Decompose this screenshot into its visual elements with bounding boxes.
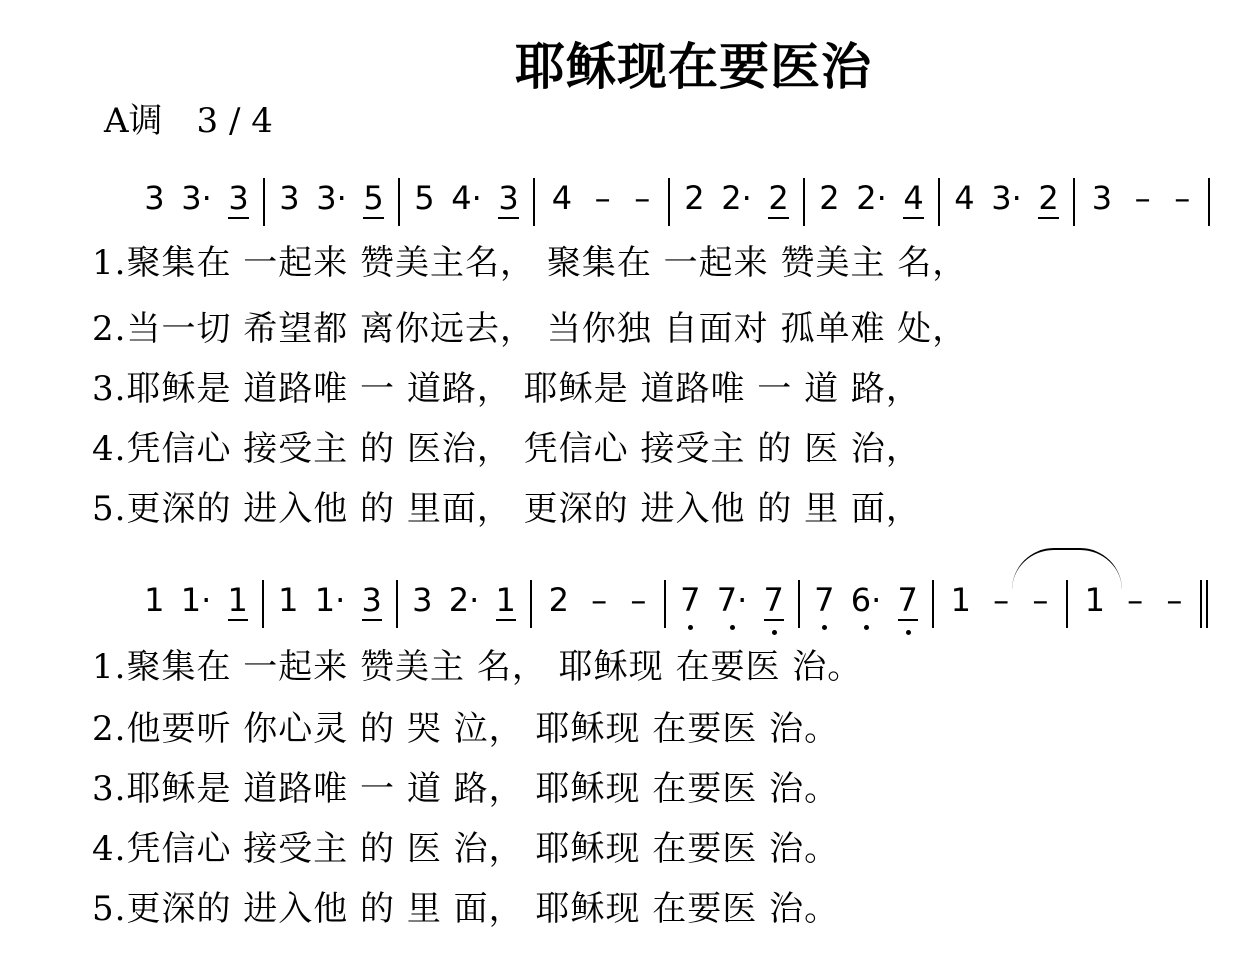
note: 2· xyxy=(448,581,480,619)
measure xyxy=(934,580,1066,634)
note: 1 xyxy=(278,581,299,619)
key-and-time-signature: A调 3 / 4 xyxy=(104,101,273,141)
dash-extension: – xyxy=(594,179,611,217)
note: 7 xyxy=(814,581,835,619)
dash-extension: – xyxy=(993,581,1010,619)
note: 4· xyxy=(451,179,482,217)
verse-2-line-2: 2.他要听 你心灵 的 哭 泣， 耶稣现 在要医 治。 xyxy=(92,709,840,749)
note: 7 xyxy=(763,581,784,619)
note: 6· xyxy=(850,581,882,619)
measure xyxy=(940,178,1073,232)
dash-extension: – xyxy=(630,581,647,619)
note: 1· xyxy=(314,581,346,619)
note: 3· xyxy=(991,179,1022,217)
dash-extension: – xyxy=(634,179,651,217)
note: 2 xyxy=(548,581,569,619)
note: 2 xyxy=(684,179,705,217)
verse-4-line-1: 4.凭信心 接受主 的 医治， 凭信心 接受主 的 医 治， xyxy=(92,429,921,469)
measure xyxy=(805,178,938,232)
measure xyxy=(1075,178,1208,232)
dash-extension: – xyxy=(1174,179,1191,217)
verse-5-line-1: 5.更深的 进入他 的 里面， 更深的 进入他 的 里 面， xyxy=(92,489,921,529)
measure xyxy=(1068,580,1200,634)
dash-extension: – xyxy=(1166,581,1183,619)
measure xyxy=(535,178,668,232)
verse-4-line-2: 4.凭信心 接受主 的 医 治， 耶稣现 在要医 治。 xyxy=(92,829,840,869)
note: 3 xyxy=(361,581,382,619)
note: 2 xyxy=(819,179,840,217)
measure xyxy=(264,580,396,634)
verse-1-line-1: 1.聚集在 一起来 赞美主名， 聚集在 一起来 赞美主 名， xyxy=(92,243,968,283)
measure xyxy=(265,178,398,232)
measure xyxy=(130,580,262,634)
note: 5 xyxy=(414,179,435,217)
note: 3· xyxy=(181,179,212,217)
verse-3-line-2: 3.耶稣是 道路唯 一 道 路， 耶稣现 在要医 治。 xyxy=(92,769,840,809)
note: 1 xyxy=(227,581,248,619)
measure xyxy=(800,580,932,634)
note: 4 xyxy=(954,179,975,217)
note: 2 xyxy=(1038,179,1059,217)
measure xyxy=(398,580,530,634)
measure xyxy=(130,178,263,232)
note: 7 xyxy=(897,581,918,619)
measure xyxy=(400,178,533,232)
note: 2 xyxy=(768,179,789,217)
note: 4 xyxy=(903,179,924,217)
measure xyxy=(666,580,798,634)
note: 4 xyxy=(551,179,573,217)
dash-extension: – xyxy=(591,581,608,619)
note: 1 xyxy=(950,581,971,619)
note: 1· xyxy=(180,581,212,619)
note: 2· xyxy=(856,179,887,217)
verse-3-line-1: 3.耶稣是 道路唯 一 道路， 耶稣是 道路唯 一 道 路， xyxy=(92,369,921,409)
final-barline xyxy=(1200,580,1202,628)
song-title: 耶稣现在要医治 xyxy=(515,38,872,96)
note: 7 xyxy=(680,581,701,619)
note: 7· xyxy=(716,581,748,619)
verse-1-line-2: 1.聚集在 一起来 赞美主 名， 耶稣现 在要医 治。 xyxy=(92,647,863,687)
note: 5 xyxy=(363,179,384,217)
notation-line-2 xyxy=(130,580,1210,650)
note: 2· xyxy=(721,179,752,217)
barline xyxy=(1208,178,1210,226)
note: 3 xyxy=(498,179,519,217)
dash-extension: – xyxy=(1127,581,1144,619)
note: 1 xyxy=(1084,581,1105,619)
dash-extension: – xyxy=(1032,581,1049,619)
note: 3 xyxy=(279,179,300,217)
note: 3 xyxy=(228,179,249,217)
note: 3 xyxy=(412,581,433,619)
verse-2-line-1: 2.当一切 希望都 离你远去， 当你独 自面对 孤单难 处， xyxy=(92,309,968,349)
measure xyxy=(532,580,664,634)
measure xyxy=(670,178,803,232)
verse-5-line-2: 5.更深的 进入他 的 里 面， 耶稣现 在要医 治。 xyxy=(92,889,840,929)
note: 1 xyxy=(495,581,516,619)
note: 3 xyxy=(144,179,165,217)
note: 3 xyxy=(1091,179,1113,217)
notation-line-1 xyxy=(130,178,1210,248)
dash-extension: – xyxy=(1134,179,1151,217)
note: 3· xyxy=(316,179,347,217)
note: 1 xyxy=(144,581,165,619)
